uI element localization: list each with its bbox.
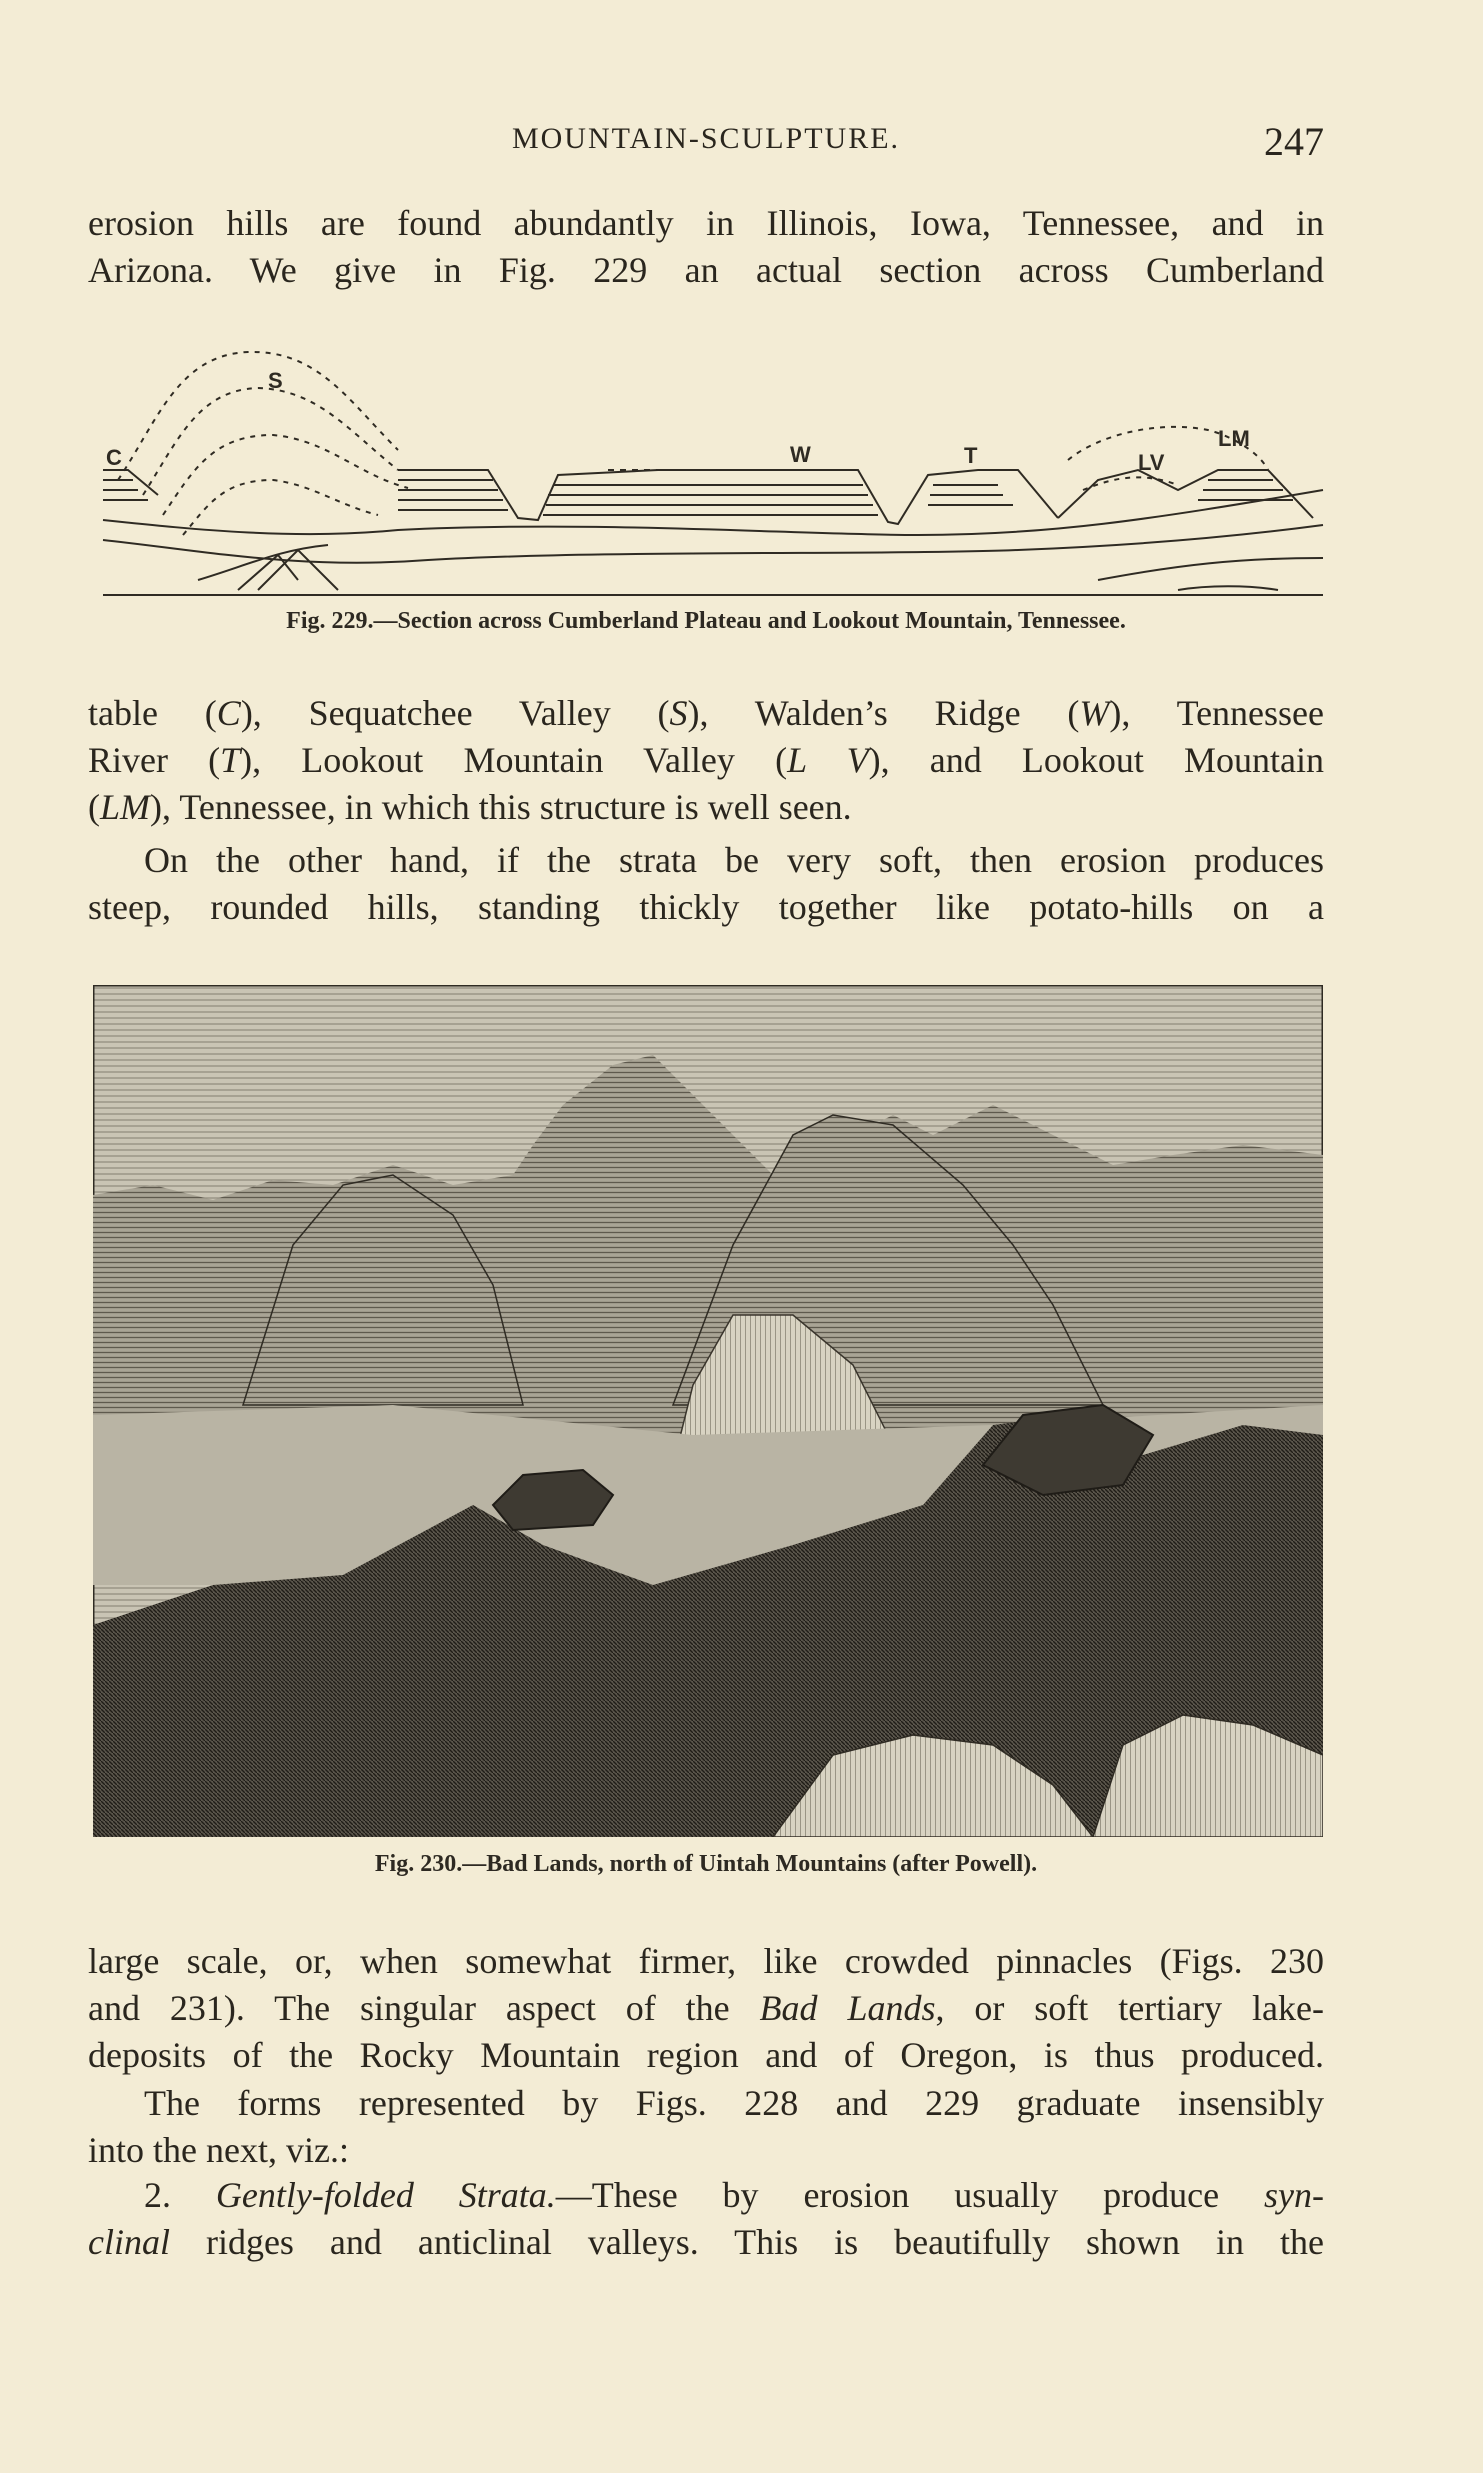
italic-run: syn- xyxy=(1264,2175,1324,2215)
text-run: 2. xyxy=(144,2175,216,2215)
label-s: S xyxy=(268,368,283,393)
running-head xyxy=(88,118,1324,168)
text-line: erosion hills are found abundantly in Illinois, Iowa, Tennessee, and in xyxy=(88,203,1324,243)
italic-run: C xyxy=(216,693,241,733)
running-title: MOUNTAIN-SCULPTURE. xyxy=(511,122,901,155)
text-run: ), Lookout Mountain Valley ( xyxy=(240,740,788,780)
page-number: 247 xyxy=(1264,119,1324,164)
italic-run: W xyxy=(1079,693,1110,733)
text-line: On the other hand, if the strata be very soft, then erosion produces xyxy=(144,840,1324,880)
paragraph-3 xyxy=(88,837,1324,931)
italic-run: S xyxy=(669,693,688,733)
text-run: table ( xyxy=(88,693,217,733)
lower-stratum-5 xyxy=(1178,586,1278,590)
figure-229-caption: Fig. 229.—Section across Cumberland Plateau and Lookout Mountain, Tennessee. xyxy=(286,608,1126,634)
paragraph-6 xyxy=(88,2172,1324,2266)
text-run: ( xyxy=(88,787,100,827)
label-t: T xyxy=(964,443,978,468)
paragraph-5 xyxy=(88,2080,1324,2174)
figure-230-badlands-engraving xyxy=(93,985,1323,1837)
lookout-mountain-profile xyxy=(1058,470,1313,518)
lower-stratum-2 xyxy=(103,525,1323,563)
eroded-arch-middle xyxy=(143,388,398,495)
text-line xyxy=(88,2172,1324,2219)
label-lv: LV xyxy=(1138,450,1165,475)
text-line: The forms represented by Figs. 228 and 229 graduate insensibly xyxy=(144,2083,1324,2123)
text-line xyxy=(88,2219,1324,2266)
eroded-arch-outer xyxy=(118,352,398,480)
italic-run: L V xyxy=(787,740,869,780)
italic-run: LM xyxy=(100,787,151,827)
eroded-arch-inner xyxy=(163,435,408,515)
text-line xyxy=(88,784,1324,831)
text-line: steep, rounded hills, standing thickly together like potato-hills on a xyxy=(88,887,1324,927)
text-run: ), Walden’s Ridge ( xyxy=(687,693,1080,733)
text-line: into the next, viz.: xyxy=(88,2130,349,2170)
text-run: , or soft tertiary lake- xyxy=(935,1988,1324,2028)
text-run: —These by erosion usually produce xyxy=(555,2175,1265,2215)
label-w: W xyxy=(790,442,811,467)
text-run: ), Tennessee xyxy=(1109,693,1325,733)
text-line xyxy=(88,1985,1324,2032)
section-diagram-svg xyxy=(98,340,1328,610)
badlands-engraving-svg xyxy=(93,985,1323,1837)
paragraph-2 xyxy=(88,690,1324,831)
label-c: C xyxy=(106,445,122,470)
text-line xyxy=(88,690,1324,737)
italic-run: Gently-folded Strata. xyxy=(215,2175,556,2215)
figure-229-section-diagram xyxy=(98,340,1328,610)
paragraph-1 xyxy=(88,200,1324,294)
text-line xyxy=(88,737,1324,784)
text-run: ), Sequatchee Valley ( xyxy=(240,693,670,733)
eroded-arch-core xyxy=(183,480,378,535)
text-run: River ( xyxy=(88,740,221,780)
italic-run: clinal xyxy=(88,2222,170,2262)
label-lm: LM xyxy=(1218,426,1250,451)
text-run: ), and Lookout Mountain xyxy=(868,740,1325,780)
lower-stratum-1 xyxy=(103,490,1323,535)
text-line: Arizona. We give in Fig. 229 an actual section across Cumberland xyxy=(88,250,1324,290)
italic-run: Bad Lands xyxy=(759,1988,936,2028)
text-run: and 231). The singular aspect of the xyxy=(88,1988,760,2028)
text-run: ), Tennessee, in which this structure is well seen. xyxy=(150,787,852,827)
text-line: deposits of the Rocky Mountain region and of Oregon, is thus produced. xyxy=(88,2035,1324,2075)
italic-run: T xyxy=(220,740,241,780)
paragraph-4 xyxy=(88,1938,1324,2079)
figure-230-caption: Fig. 230.—Bad Lands, north of Uintah Mountains (after Powell). xyxy=(374,1851,1038,1877)
text-run: ridges and anticlinal valleys. This is beautifully shown in the xyxy=(169,2222,1324,2262)
lower-stratum-4 xyxy=(1098,558,1323,580)
text-line: large scale, or, when somewhat firmer, like crowded pinnacles (Figs. 230 xyxy=(88,1941,1324,1981)
